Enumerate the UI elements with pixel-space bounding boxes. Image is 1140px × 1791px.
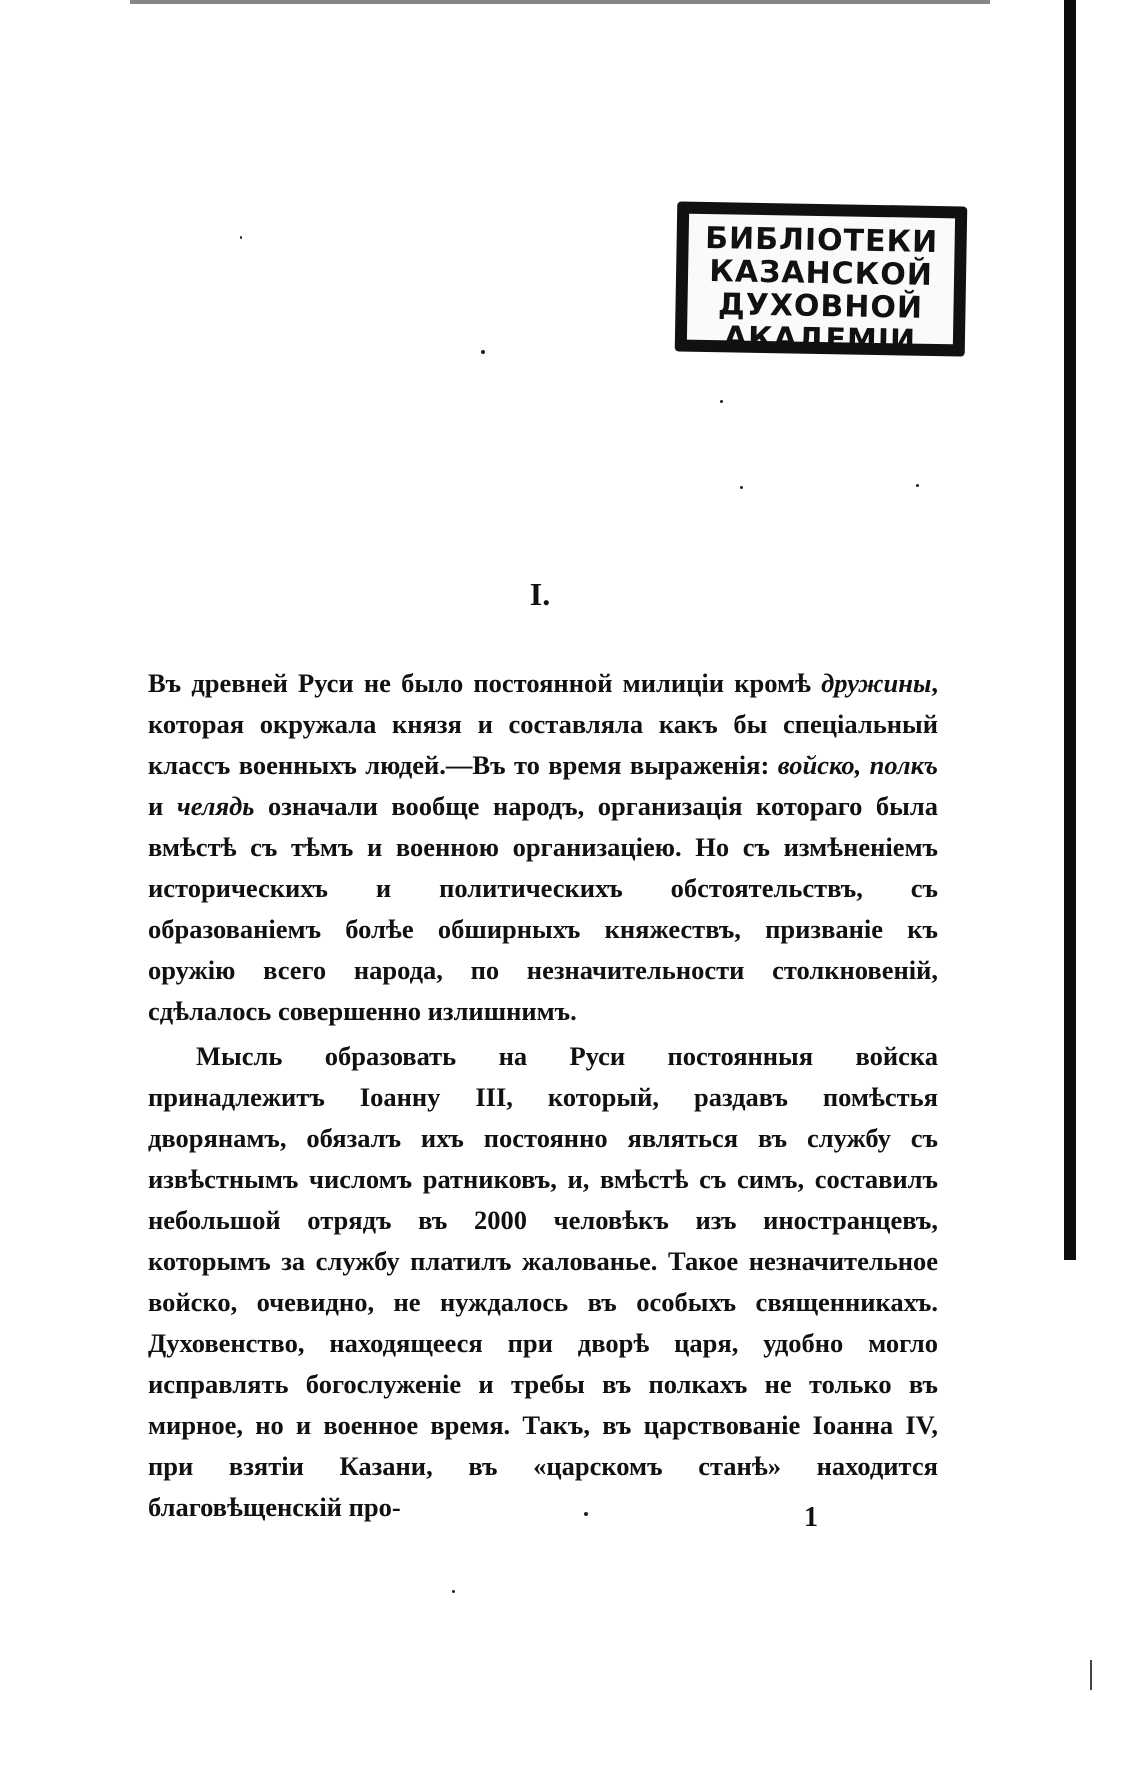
text-run: означали вообще народъ, организація котораго была вмѣстѣ съ тѣмъ и военною организаціею. Но съ измѣненіемъ историческихъ и политическихъ обстоятельствъ, съ образованіемъ болѣе обширныхъ княжествъ, призваніе къ оружію всего народа, по незначительности столкновеній, сдѣлалось совершенно излишнимъ. — [148, 791, 938, 1026]
body-text — [148, 663, 938, 1528]
library-stamp — [675, 201, 968, 359]
text-run: и — [148, 791, 177, 821]
stamp-line: БИБЛІОТЕКИ — [704, 220, 939, 261]
chapter-number: I. — [529, 576, 551, 612]
paragraph — [148, 1036, 938, 1528]
scan-speck — [720, 400, 723, 403]
stamp-line: КАЗАНСКОЙ — [709, 254, 934, 293]
italic-term: войско, полкъ — [777, 750, 938, 780]
stamp-line: АКАДЕМІИ — [723, 320, 917, 359]
text-run: Мысль образовать на Руси постоянныя войска принадлежитъ Іоанну III, который, раздавъ помѣстья дворянамъ, обязалъ ихъ постоянно являться въ службу съ извѣстнымъ числомъ ратниковъ, и, вмѣстѣ съ симъ, составилъ небольшой отрядъ въ 2000 человѣкъ изъ иностранцевъ, которымъ за службу платилъ жалованье. Такое незначительное войско, очевидно, не нуждалось въ особыхъ священникахъ. Духовенство, находящееся при дворѣ царя, удобно могло исправлять богослуженіе и требы въ полкахъ не только въ мирное, но и военное время. Такъ, въ царствованіе Іоанна IV, при взятіи Казани, въ «царскомъ станѣ» находится благовѣщенскій про- — [148, 1041, 938, 1522]
scan-right-mark — [1090, 1660, 1092, 1690]
scan-speck — [916, 484, 919, 487]
page-number: 1 — [804, 1502, 818, 1533]
scan-top-edge — [130, 0, 990, 4]
scan-right-edge — [1064, 0, 1076, 1260]
text-run: , которая окружала князя и составляла какъ бы спеціальный классъ военныхъ людей.—Въ то время выраженія: — [148, 668, 938, 780]
paragraph — [148, 663, 938, 1032]
scan-speck — [481, 350, 485, 354]
scan-speck — [452, 1590, 455, 1593]
italic-term: челядь — [176, 791, 255, 821]
stamp-text — [687, 222, 955, 359]
italic-term: дружины — [821, 668, 932, 698]
text-run: Въ древней Руси не было постоянной милиціи кромѣ — [148, 668, 822, 698]
stamp-line: ДУХОВНОЙ — [717, 287, 924, 326]
scan-speck — [740, 486, 743, 489]
scan-speck — [240, 236, 242, 239]
